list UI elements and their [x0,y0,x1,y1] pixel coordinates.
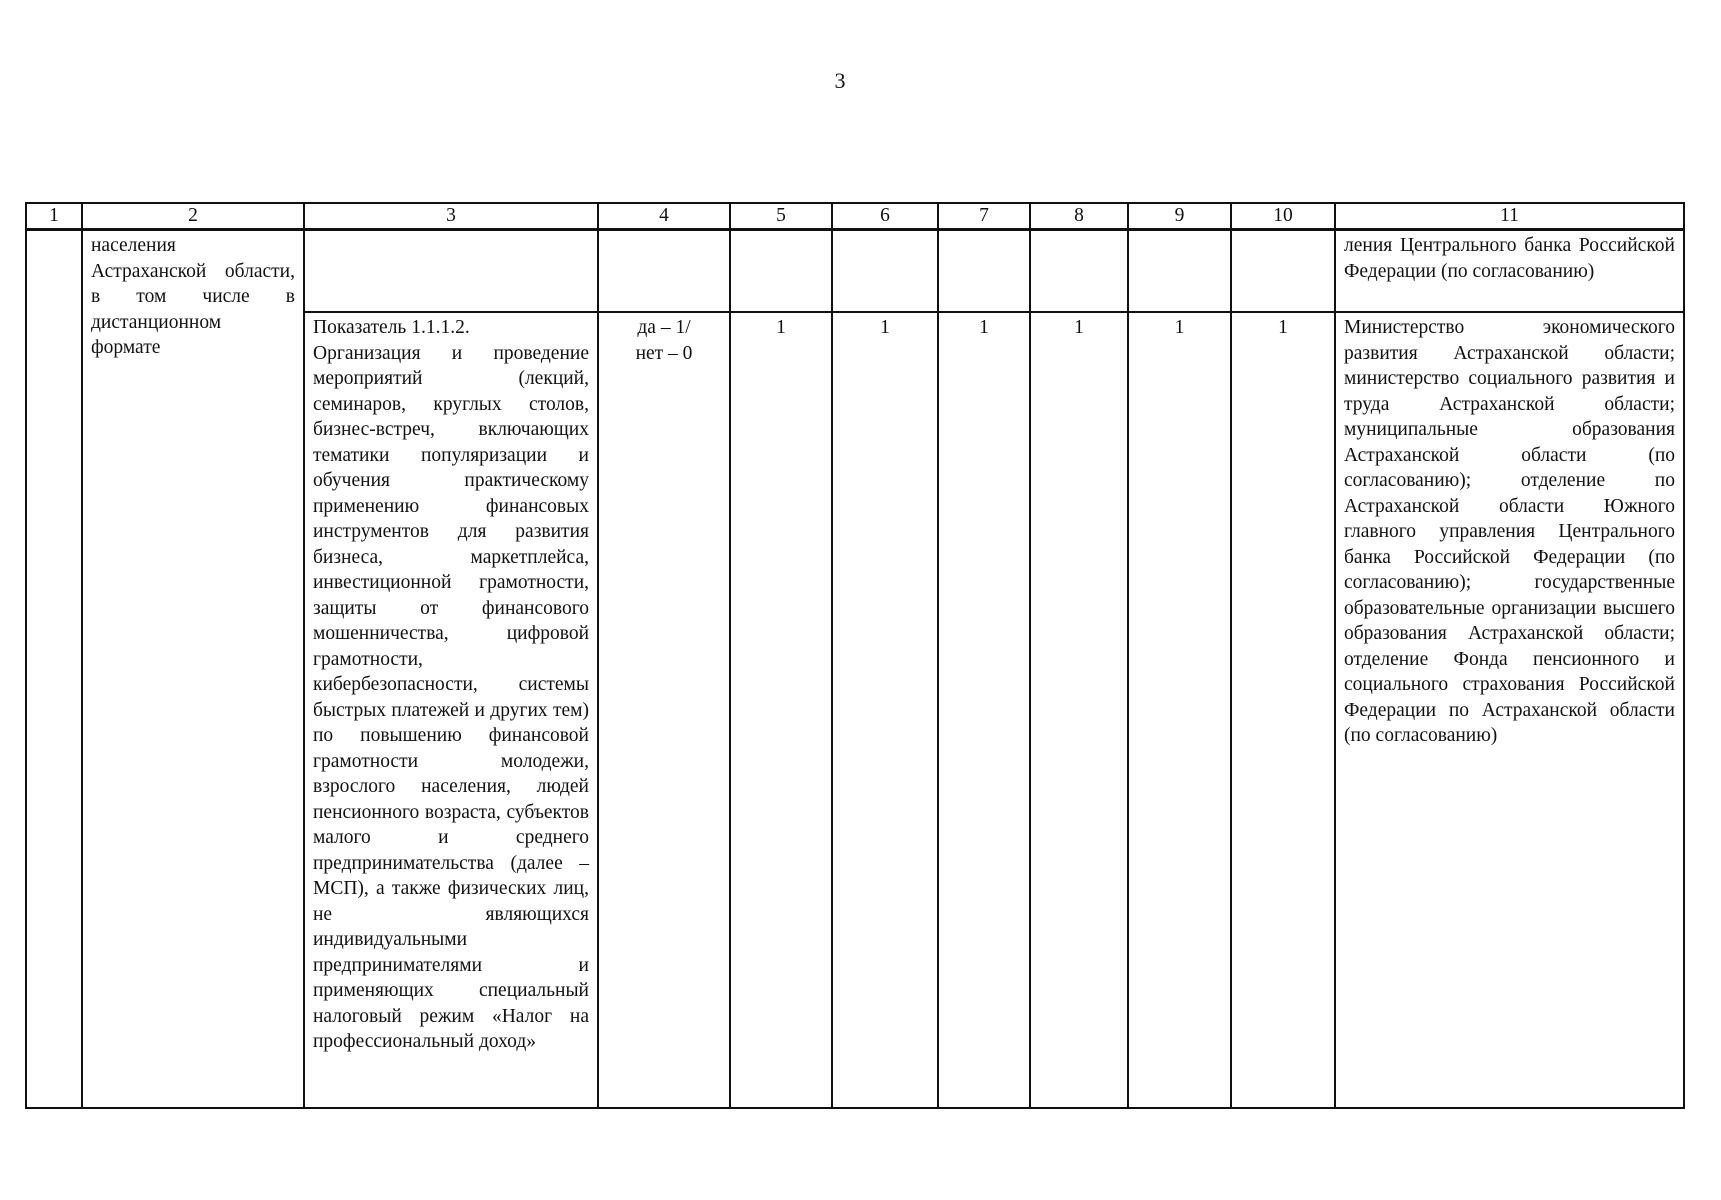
cell-empty [304,230,598,313]
unit-no: нет – 0 [635,342,693,364]
header-cell-1: 1 [26,203,82,230]
cell-empty [1030,230,1128,313]
cell-empty [938,230,1030,313]
table-header-row [26,203,1684,230]
header-cell-10: 10 [1231,203,1335,230]
cell-indicator-text [304,312,598,1108]
header-cell-6: 6 [832,203,938,230]
unit-yes: да – 1/ [637,317,691,338]
cell-empty [1128,230,1231,313]
header-cell-7: 7 [938,203,1030,230]
cell-activity-description: населения Астраханской области, в том числе в дистанционном формате [82,230,304,1109]
cell-empty [1231,230,1335,313]
document-table [25,202,1685,1109]
indicator-body: Организация и проведение мероприятий (лекций, семинаров, круглых столов, бизнес-встреч, включающих тематики популяризации и обучения практическому применению финансовых инструментов для развития бизнеса, маркетплейса, инвестиционной грамотности, защиты от финансового мошенничества, цифровой грамотности, кибербезопасности, системы быстрых платежей и других тем) по повышению финансовой грамотности молодежи, взрослого населения, людей пенсионного возраста, субъектов малого и среднего предпринимательства (далее – МСП), а также физических лиц, не являющихся индивидуальными предпринимателями и применяющих специальный налоговый режим «Налог на профессиональный доход» [313,342,589,1052]
table-row-continuation [26,230,1684,313]
header-cell-4: 4 [598,203,730,230]
header-cell-9: 9 [1128,203,1231,230]
cell-empty [598,230,730,313]
cell-number-empty [26,230,82,1109]
cell-value-8: 1 [1030,312,1128,1108]
cell-responsible-continuation: ления Центрального банка Российской Федерации (по согласованию) [1335,230,1684,313]
header-cell-8: 8 [1030,203,1128,230]
cell-unit [598,312,730,1108]
header-cell-2: 2 [82,203,304,230]
cell-responsible-executors: Министерство экономического развития Астраханской области; министерство социального развития и труда Астраханской области; муниципальные образования Астраханской области (по согласованию); отделение по Астраханской области Южного главного управления Центрального банка Российской Федерации (по согласованию); государственные образовательные организации высшего образования Астраханской области; отделение Фонда пенсионного и социального страхования Российской Федерации по Астраханской области (по согласованию) [1335,312,1684,1108]
header-cell-5: 5 [730,203,832,230]
cell-value-5: 1 [730,312,832,1108]
cell-value-9: 1 [1128,312,1231,1108]
cell-value-10: 1 [1231,312,1335,1108]
indicator-title: Показатель 1.1.1.2. [313,317,470,338]
page-number: 3 [834,68,846,93]
header-cell-3: 3 [304,203,598,230]
header-cell-11: 11 [1335,203,1684,230]
cell-value-6: 1 [832,312,938,1108]
cell-empty [730,230,832,313]
cell-value-7: 1 [938,312,1030,1108]
cell-empty [832,230,938,313]
